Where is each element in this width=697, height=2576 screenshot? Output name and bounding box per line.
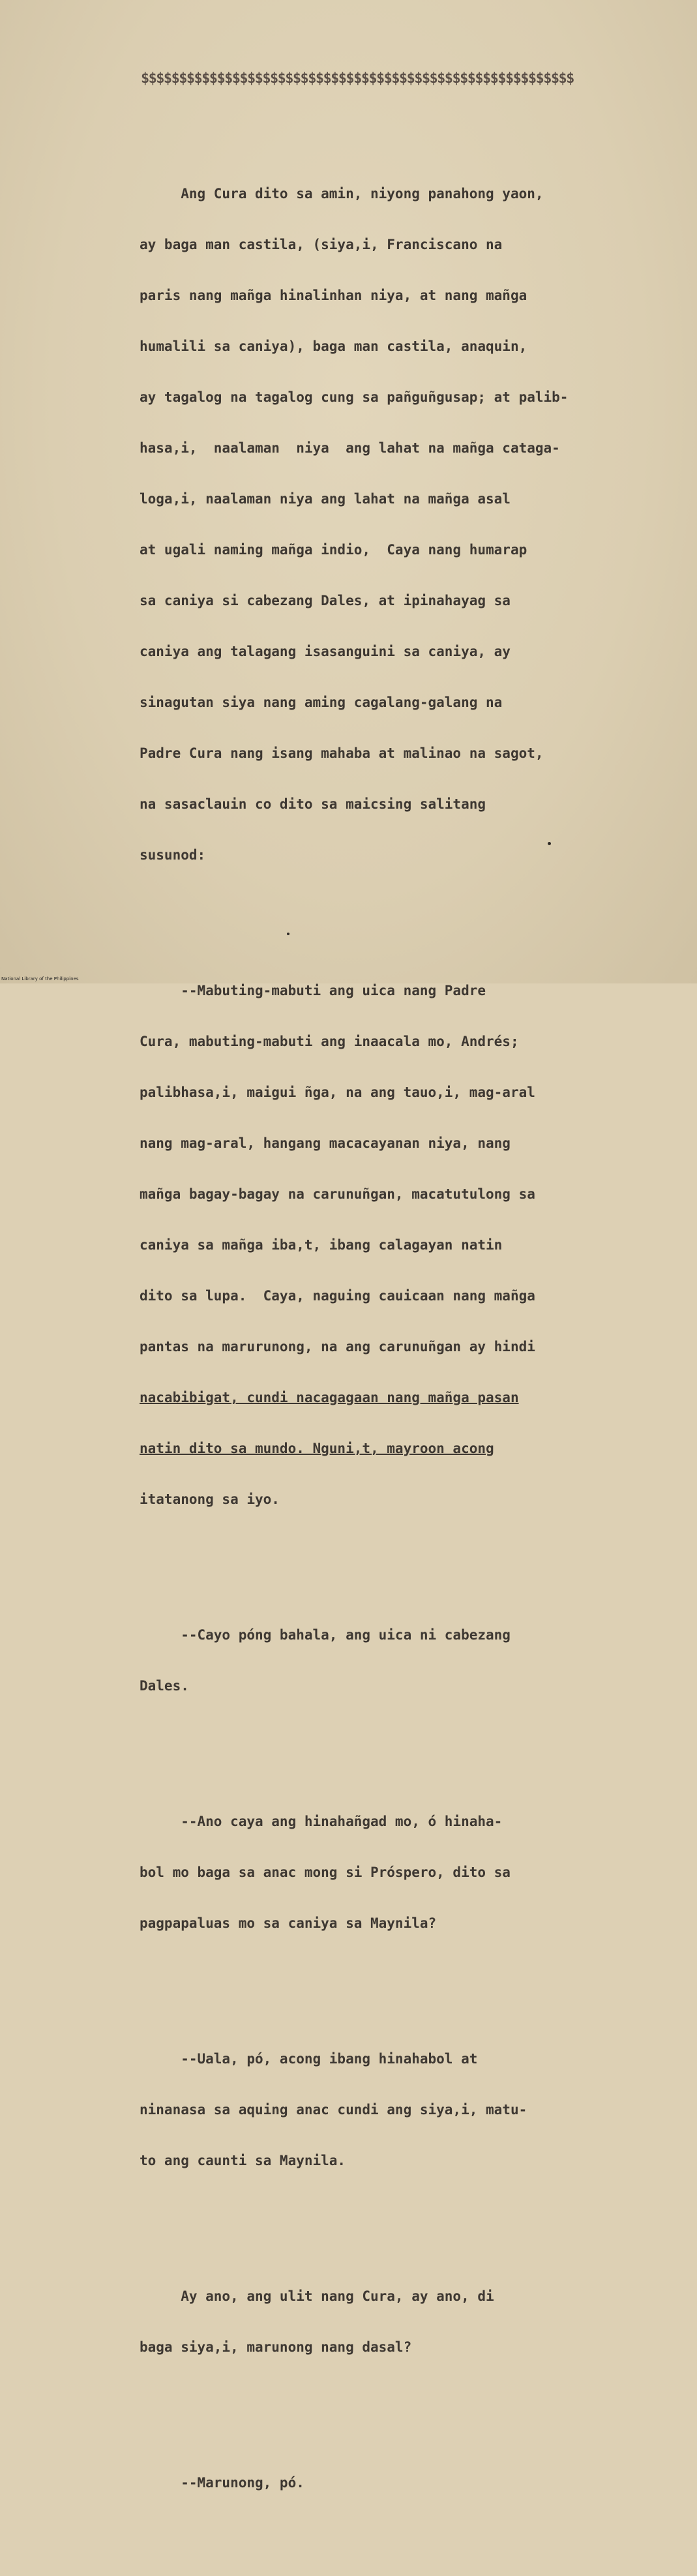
underlined-text-line: natin dito sa mundo. Nguni,t, mayroon acong bbox=[140, 1441, 494, 1456]
text-line: baga siya,i, marunong nang dasal? bbox=[140, 2339, 412, 2355]
text-line: Padre Cura nang isang mahaba at malinao na sagot, bbox=[140, 745, 544, 761]
typewritten-text bbox=[140, 117, 661, 2576]
text-line: to ang caunti sa Maynila. bbox=[140, 2153, 346, 2168]
text-line: susunod: bbox=[140, 847, 206, 863]
text-line: --Uala, pó, acong ibang hinahabol at bbox=[140, 2051, 478, 2067]
text-line: paris nang mañga hinalinhan niya, at nang mañga bbox=[140, 288, 527, 303]
text-line: Cura, mabuting-mabuti ang inaacala mo, Andrés; bbox=[140, 1034, 519, 1049]
text-line: ay tagalog na tagalog cung sa pañguñgusap; at palib- bbox=[140, 389, 569, 405]
paragraph-7 bbox=[140, 2440, 661, 2525]
text-line: caniya sa mañga iba,t, ibang calagayan natin bbox=[140, 1237, 503, 1253]
text-line: Dales. bbox=[140, 1678, 189, 1694]
text-line: hasa,i, naalaman niya ang lahat na mañga cataga- bbox=[140, 440, 560, 456]
ink-speck bbox=[548, 842, 551, 845]
paragraph-6 bbox=[140, 2254, 661, 2389]
text-line: humalili sa caniya), baga man castila, anaquin, bbox=[140, 338, 527, 354]
text-line: at ugali naming mañga indio, Caya nang humarap bbox=[140, 542, 527, 558]
paragraph-3 bbox=[140, 1593, 661, 1728]
paragraph-5 bbox=[140, 2016, 661, 2203]
text-line: nang mag-aral, hangang macacayanan niya, nang bbox=[140, 1135, 511, 1151]
text-line: --Marunong, pó. bbox=[140, 2475, 304, 2491]
underlined-text-line: nacabibigat, cundi nacagagaan nang mañga pasan bbox=[140, 1390, 519, 1405]
text-line: caniya ang talagang isasanguini sa caniya, ay bbox=[140, 644, 511, 659]
dollar-sign-rule: $$$$$$$$$$$$$$$$$$$$$$$$$$$$$$$$$$$$$$$$$$$$$$$$$$$$$$$$$ bbox=[141, 70, 574, 87]
text-line: sinagutan siya nang aming cagalang-galang na bbox=[140, 695, 503, 710]
text-line: palibhasa,i, maigui ñga, na ang tauo,i, mag-aral bbox=[140, 1085, 535, 1100]
text-line: ninanasa sa aquing anac cundi ang siya,i, matu- bbox=[140, 2102, 527, 2118]
text-line: pagpapaluas mo sa caniya sa Maynila? bbox=[140, 1915, 437, 1931]
text-line: itatanong sa iyo. bbox=[140, 1491, 280, 1507]
paragraph-1 bbox=[140, 151, 661, 897]
text-line: sa caniya si cabezang Dales, at ipinahayag sa bbox=[140, 593, 511, 608]
text-line: ay baga man castila, (siya,i, Franciscano na bbox=[140, 237, 503, 252]
paragraph-4 bbox=[140, 1779, 661, 1966]
text-line: --Cayo póng bahala, ang uica ni cabezang bbox=[140, 1627, 511, 1643]
text-line: mañga bagay-bagay na carunuñgan, macatutulong sa bbox=[140, 1186, 535, 1202]
text-line: dito sa lupa. Caya, naguing cauicaan nang mañga bbox=[140, 1288, 535, 1304]
text-line: na sasaclauin co dito sa maicsing salitang bbox=[140, 796, 486, 812]
text-line: --Ano caya ang hinahañgad mo, ó hinaha- bbox=[140, 1814, 503, 1829]
footer-credit: National Library of the Philippines bbox=[1, 976, 79, 981]
text-line: pantas na marurunong, na ang carunuñgan ay hindi bbox=[140, 1339, 535, 1355]
text-line: Ay ano, ang ulit nang Cura, ay ano, di bbox=[140, 2288, 494, 2304]
text-line: --Mabuting-mabuti ang uica nang Padre bbox=[140, 983, 486, 998]
paragraph-2 bbox=[140, 948, 661, 1542]
ink-speck bbox=[287, 933, 289, 935]
text-line: loga,i, naalaman niya ang lahat na mañga asal bbox=[140, 491, 511, 507]
text-line: bol mo baga sa anac mong si Próspero, dito sa bbox=[140, 1865, 511, 1880]
text-line: Ang Cura dito sa amin, niyong panahong yaon, bbox=[140, 186, 544, 202]
